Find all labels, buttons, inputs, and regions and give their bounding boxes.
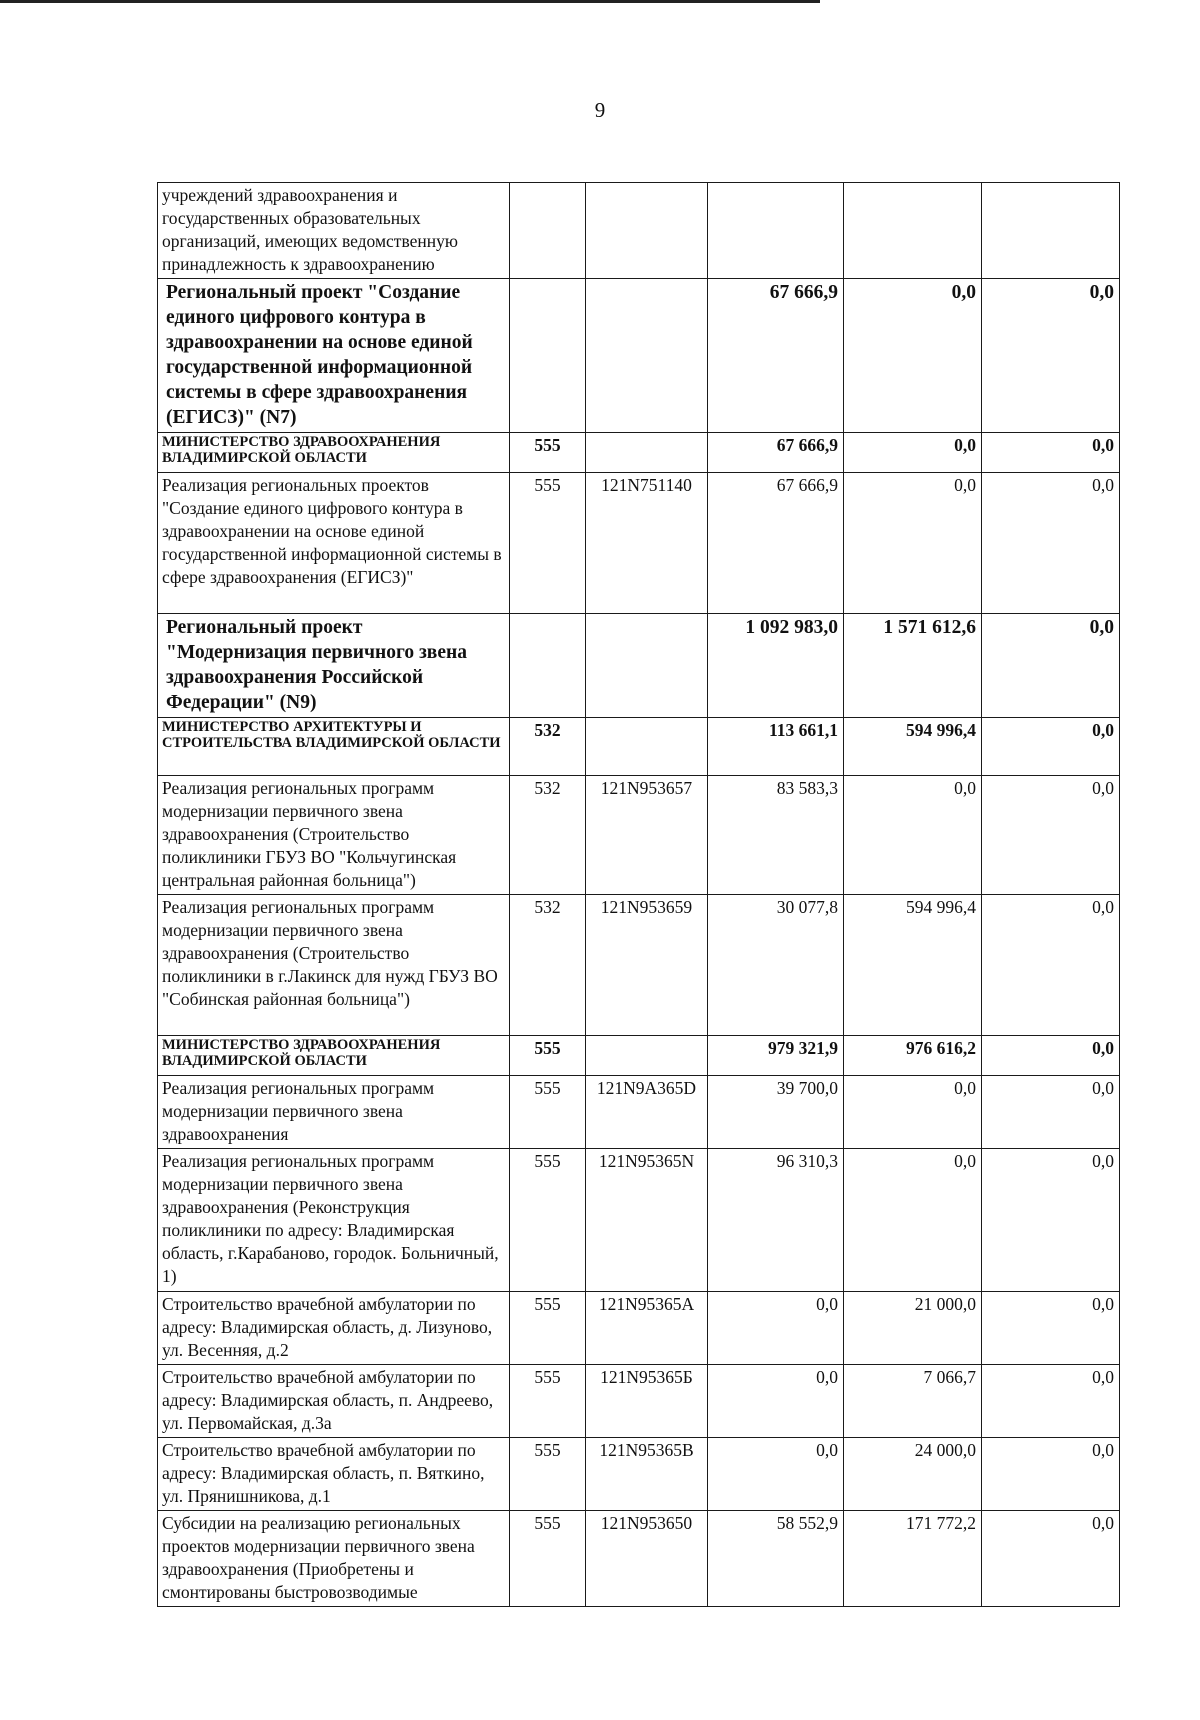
row-year2: 0,0: [844, 1076, 982, 1149]
row-year2: 594 996,4: [844, 895, 982, 1036]
row-year2: [844, 183, 982, 279]
row-year3: 0,0: [982, 473, 1120, 614]
row-kcsr: 121N953659: [586, 895, 708, 1036]
row-year2: 7 066,7: [844, 1365, 982, 1438]
row-name: учреждений здравоохранения и государственных образовательных организаций, имеющих ведомственную принадлежность к здравоохранению: [158, 183, 510, 279]
row-year1: 67 666,9: [708, 473, 844, 614]
row-year1: 39 700,0: [708, 1076, 844, 1149]
row-kcsr: 121N751140: [586, 473, 708, 614]
row-ved: 532: [510, 776, 586, 895]
row-year3: 0,0: [982, 1511, 1120, 1607]
row-name: Субсидии на реализацию региональных проектов модернизации первичного звена здравоохранения (Приобретены и смонтированы быстровозводимые: [158, 1511, 510, 1607]
table-row: [158, 1036, 1120, 1076]
row-name: МИНИСТЕРСТВО ЗДРАВООХРАНЕНИЯ ВЛАДИМИРСКОЙ ОБЛАСТИ: [158, 433, 510, 473]
row-kcsr: 121N953657: [586, 776, 708, 895]
row-year1: 96 310,3: [708, 1149, 844, 1292]
row-name: Региональный проект "Создание единого цифрового контура в здравоохранении на основе единой государственной информационной системы в сфере здравоохранения (ЕГИСЗ)" (N7): [158, 279, 510, 433]
table-row: [158, 1149, 1120, 1292]
row-year3: 0,0: [982, 895, 1120, 1036]
table-row: [158, 1438, 1120, 1511]
row-ved: 555: [510, 1365, 586, 1438]
row-year1: 0,0: [708, 1292, 844, 1365]
row-kcsr: [586, 614, 708, 718]
row-kcsr: [586, 1036, 708, 1076]
table-row: [158, 1511, 1120, 1607]
row-name: Реализация региональных программ модернизации первичного звена здравоохранения (Строительство поликлиники ГБУЗ ВО "Кольчугинская центральная районная больница"): [158, 776, 510, 895]
row-year2: 976 616,2: [844, 1036, 982, 1076]
row-ved: 555: [510, 1036, 586, 1076]
table-row: [158, 1076, 1120, 1149]
row-ved: [510, 614, 586, 718]
row-name: МИНИСТЕРСТВО АРХИТЕКТУРЫ И СТРОИТЕЛЬСТВА ВЛАДИМИРСКОЙ ОБЛАСТИ: [158, 718, 510, 776]
row-year1: 979 321,9: [708, 1036, 844, 1076]
row-year3: [982, 183, 1120, 279]
table-row: [158, 1292, 1120, 1365]
row-ved: 555: [510, 433, 586, 473]
table-row: [158, 279, 1120, 433]
row-year2: 0,0: [844, 279, 982, 433]
row-year1: 0,0: [708, 1438, 844, 1511]
row-year3: 0,0: [982, 776, 1120, 895]
table-row: [158, 776, 1120, 895]
row-year2: 171 772,2: [844, 1511, 982, 1607]
row-ved: 532: [510, 895, 586, 1036]
table-row: [158, 1365, 1120, 1438]
row-ved: 555: [510, 1511, 586, 1607]
table-row: [158, 718, 1120, 776]
row-kcsr: [586, 718, 708, 776]
row-name: Реализация региональных программ модернизации первичного звена здравоохранения: [158, 1076, 510, 1149]
row-year2: 594 996,4: [844, 718, 982, 776]
row-year3: 0,0: [982, 718, 1120, 776]
row-year3: 0,0: [982, 1149, 1120, 1292]
row-year1: 113 661,1: [708, 718, 844, 776]
row-year1: [708, 183, 844, 279]
row-name: Строительство врачебной амбулатории по адресу: Владимирская область, д. Лизуново, ул. Весенняя, д.2: [158, 1292, 510, 1365]
row-year1: 83 583,3: [708, 776, 844, 895]
row-name: Реализация региональных программ модернизации первичного звена здравоохранения (Реконструкция поликлиники по адресу: Владимирская область, г.Карабаново, городок. Больничный, 1): [158, 1149, 510, 1292]
row-kcsr: [586, 279, 708, 433]
row-year1: 1 092 983,0: [708, 614, 844, 718]
table-row: [158, 183, 1120, 279]
row-year3: 0,0: [982, 279, 1120, 433]
row-ved: 532: [510, 718, 586, 776]
row-kcsr: 121N9A365D: [586, 1076, 708, 1149]
row-name: МИНИСТЕРСТВО ЗДРАВООХРАНЕНИЯ ВЛАДИМИРСКОЙ ОБЛАСТИ: [158, 1036, 510, 1076]
table-row: [158, 614, 1120, 718]
page-number: 9: [594, 98, 606, 122]
table-row: [158, 473, 1120, 614]
table-row: [158, 433, 1120, 473]
row-ved: 555: [510, 473, 586, 614]
row-year3: 0,0: [982, 1292, 1120, 1365]
row-year2: 0,0: [844, 433, 982, 473]
row-name: Реализация региональных проектов "Создание единого цифрового контура в здравоохранении на основе единой государственной информационной системы в сфере здравоохранения (ЕГИСЗ)": [158, 473, 510, 614]
row-kcsr: 121N95365N: [586, 1149, 708, 1292]
row-year3: 0,0: [982, 1076, 1120, 1149]
budget-table-body: [158, 183, 1120, 1607]
table-row: [158, 895, 1120, 1036]
row-year3: 0,0: [982, 1438, 1120, 1511]
row-ved: 555: [510, 1076, 586, 1149]
row-year1: 67 666,9: [708, 279, 844, 433]
row-year2: 1 571 612,6: [844, 614, 982, 718]
row-year1: 30 077,8: [708, 895, 844, 1036]
row-year2: 0,0: [844, 776, 982, 895]
row-kcsr: 121N95365A: [586, 1292, 708, 1365]
row-year1: 67 666,9: [708, 433, 844, 473]
budget-table: [157, 182, 1120, 1607]
row-year2: 21 000,0: [844, 1292, 982, 1365]
row-name: Реализация региональных программ модернизации первичного звена здравоохранения (Строительство поликлиники в г.Лакинск для нужд ГБУЗ ВО "Собинская районная больница"): [158, 895, 510, 1036]
row-year1: 0,0: [708, 1365, 844, 1438]
row-year2: 0,0: [844, 473, 982, 614]
row-ved: [510, 183, 586, 279]
row-year2: 24 000,0: [844, 1438, 982, 1511]
row-ved: 555: [510, 1292, 586, 1365]
row-year1: 58 552,9: [708, 1511, 844, 1607]
row-ved: 555: [510, 1149, 586, 1292]
row-kcsr: 121N95365B: [586, 1438, 708, 1511]
row-name: Региональный проект "Модернизация первичного звена здравоохранения Российской Федерации" (N9): [158, 614, 510, 718]
row-ved: [510, 279, 586, 433]
row-year3: 0,0: [982, 614, 1120, 718]
row-kcsr: 121N953650: [586, 1511, 708, 1607]
row-kcsr: [586, 433, 708, 473]
row-name: Строительство врачебной амбулатории по адресу: Владимирская область, п. Андреево, ул. Первомайская, д.3а: [158, 1365, 510, 1438]
row-ved: 555: [510, 1438, 586, 1511]
row-kcsr: [586, 183, 708, 279]
row-year3: 0,0: [982, 433, 1120, 473]
row-year3: 0,0: [982, 1036, 1120, 1076]
row-name: Строительство врачебной амбулатории по адресу: Владимирская область, п. Вяткино, ул. Прянишникова, д.1: [158, 1438, 510, 1511]
row-year3: 0,0: [982, 1365, 1120, 1438]
row-year2: 0,0: [844, 1149, 982, 1292]
top-scan-rule: [0, 0, 820, 3]
row-kcsr: 121N95365Б: [586, 1365, 708, 1438]
